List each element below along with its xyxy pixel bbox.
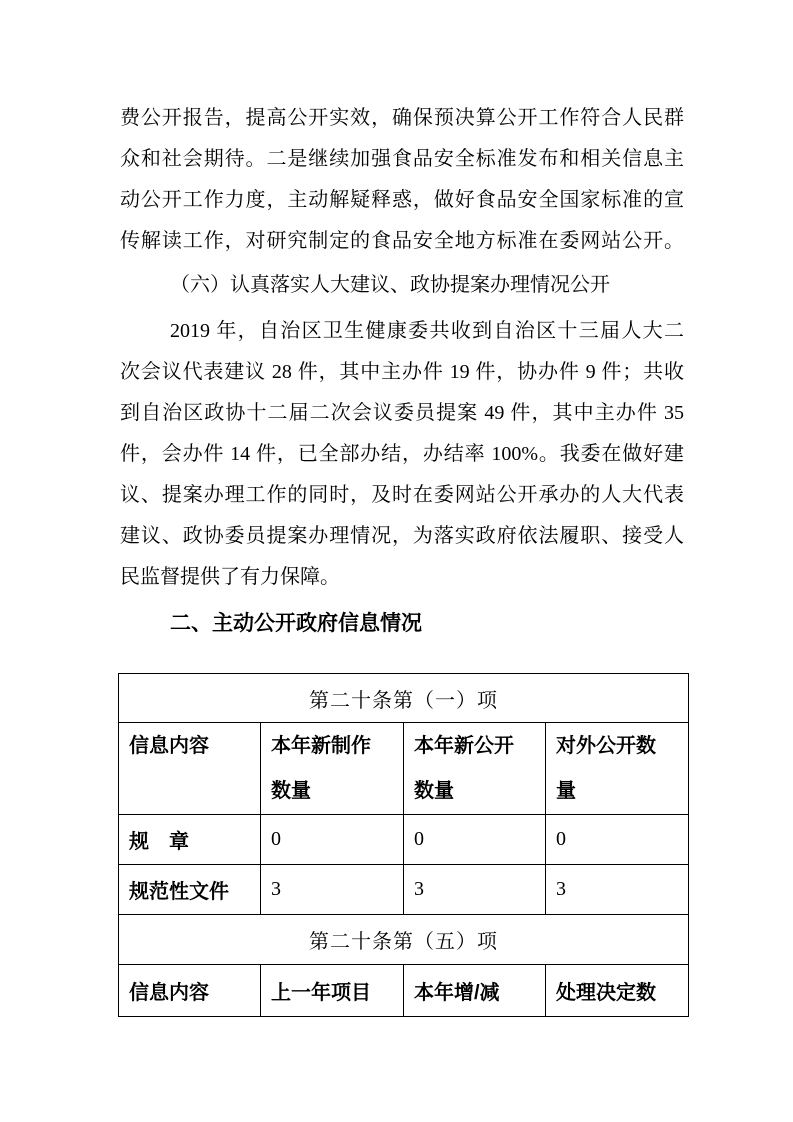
table-row-normative-documents (119, 865, 689, 915)
column-header-info-content: 信息内容 (119, 965, 261, 1017)
body-line: 民监督提供了有力保障。 (120, 566, 340, 588)
data-cell: 0 (261, 815, 404, 865)
body-line: 2019 年，自治区卫生健康委共收到自治区十三届人大二 (170, 320, 684, 342)
column-header-new-created: 本年新制作数量 (261, 723, 404, 815)
document-body (120, 98, 684, 644)
body-line: 费公开报告，提高公开实效，确保预决算公开工作符合人民群 (120, 107, 684, 129)
data-cell: 3 (404, 865, 546, 915)
subsection-heading-six: （六）认真落实人大建议、政协提案办理情况公开 (170, 274, 610, 296)
body-line: 建议、政协委员提案办理情况，为落实政府依法履职、接受人 (120, 525, 684, 547)
data-cell: 3 (261, 865, 404, 915)
data-cell: 3 (546, 865, 689, 915)
body-line: 议、提案办理工作的同时，及时在委网站公开承办的人大代表 (120, 484, 684, 506)
table-section2-title: 第二十条第（五）项 (119, 915, 689, 965)
table-section1-title-row (119, 674, 689, 723)
data-cell: 0 (546, 815, 689, 865)
body-line: 传解读工作，对研究制定的食品安全地方标准在委网站公开。 (120, 230, 684, 252)
table-section2-title-row (119, 915, 689, 965)
column-header-public-count: 对外公开数量 (546, 723, 689, 815)
body-line: 件，会办件 14 件，已全部办结，办结率 100%。我委在做好建 (120, 443, 684, 465)
table-section1-header-row (119, 723, 689, 815)
data-cell: 0 (404, 815, 546, 865)
info-disclosure-table (118, 673, 689, 1017)
row-label: 规范性文件 (119, 865, 261, 915)
column-header-last-year-items: 上一年项目 (261, 965, 404, 1017)
body-line: 众和社会期待。二是继续加强食品安全标准发布和相关信息主 (120, 148, 684, 170)
column-header-this-year-change: 本年增/减 (404, 965, 546, 1017)
body-line: 到自治区政协十二届二次会议委员提案 49 件，其中主办件 35 (120, 402, 684, 424)
row-label: 规 章 (119, 815, 261, 865)
table-section1-title: 第二十条第（一）项 (119, 674, 689, 723)
column-header-decisions-count: 处理决定数 (546, 965, 689, 1017)
column-header-info-content: 信息内容 (119, 723, 261, 815)
column-header-new-disclosed: 本年新公开数量 (404, 723, 546, 815)
section-heading-two: 二、主动公开政府信息情况 (170, 612, 422, 635)
body-line: 动公开工作力度，主动解疑释惑，做好食品安全国家标准的宣 (120, 189, 684, 211)
table-section2-header-row (119, 965, 689, 1017)
body-line: 次会议代表建议 28 件，其中主办件 19 件，协办件 9 件；共收 (120, 361, 684, 383)
table-row-regulations (119, 815, 689, 865)
